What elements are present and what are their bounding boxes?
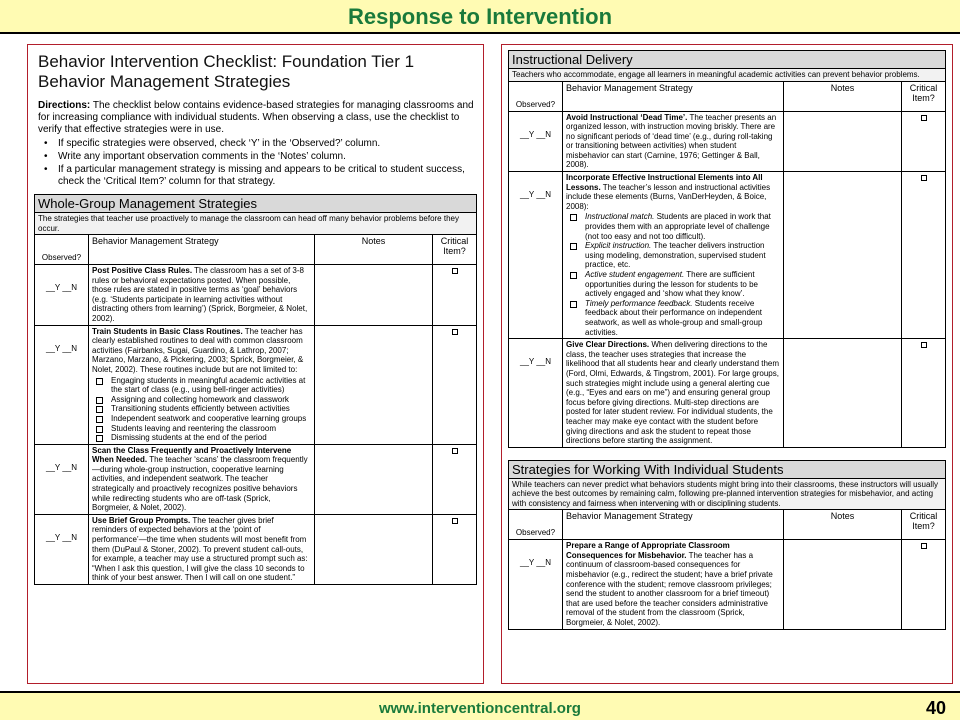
list-item: [566, 241, 780, 270]
element-text: Students receive feedback about their performance on independent seatwork, as well as whole-group and small-group activities.: [585, 298, 763, 337]
page-number: 40: [925, 698, 946, 718]
notes-cell[interactable]: [315, 444, 433, 514]
element-text: There are sufficient opportunities during the lesson for students to be actively engaged and ‘show what they know’.: [585, 270, 758, 299]
strategy-title: Use Brief Group Prompts.: [92, 515, 191, 525]
list-item: [566, 270, 780, 299]
strategy-title: Incorporate Effective Instructional Elements into All Lessons.: [566, 173, 763, 192]
table-row: [35, 444, 477, 514]
notes-cell[interactable]: [315, 325, 433, 444]
list-item: [566, 299, 780, 337]
page-title: Response to Intervention: [347, 4, 613, 29]
notes-cell[interactable]: [784, 111, 902, 172]
section-title: Instructional Delivery: [509, 51, 946, 69]
directions-text: The checklist below contains evidence-based strategies for managing classrooms and for increasing compliance with individual students. When observing a class, use the checklist to verify that effective strategies were in use.: [38, 100, 474, 135]
strategy-title: Prepare a Range of Appropriate Classroom Consequences for Misbehavior.: [566, 541, 730, 560]
strategy-cell: [563, 540, 784, 629]
critical-cell: [902, 172, 946, 339]
critical-cell: [902, 111, 946, 172]
table-header: [509, 81, 946, 111]
observed-field[interactable]: __Y __N: [509, 172, 563, 339]
col-critical: Critical Item?: [902, 81, 946, 111]
col-notes: Notes: [784, 81, 902, 111]
list-item: Dismissing students at the end of the period: [92, 433, 311, 443]
critical-cell: [433, 514, 477, 584]
top-banner: [0, 0, 960, 34]
instructional-delivery-table: [508, 50, 946, 448]
strategy-text: The teacher gives brief reminders of expected behaviors at the ‘point of performance’—the time when students will most benefit from them (DuPaul & Stoner, 2002). To prevent student call-outs, for example, a teacher may use a structured prompt such as: “When I ask this question, I will give the class 10 seconds to think of your best answer. Then I will call on one student.”: [92, 515, 308, 583]
col-critical: Critical Item?: [433, 235, 477, 265]
strategy-title: Train Students in Basic Class Routines.: [92, 326, 243, 336]
notes-cell[interactable]: [315, 265, 433, 326]
col-strategy: Behavior Management Strategy: [563, 510, 784, 540]
col-observed: Observed?: [509, 510, 563, 540]
element-list: [566, 212, 780, 337]
strategy-cell: [563, 172, 784, 339]
strategy-cell: [89, 444, 315, 514]
observed-field[interactable]: __Y __N: [509, 339, 563, 448]
bottom-banner: [0, 691, 960, 720]
table-row: [509, 540, 946, 629]
observed-field[interactable]: __Y __N: [509, 540, 563, 629]
directions-label: Directions:: [38, 100, 91, 111]
strategy-cell: [563, 111, 784, 172]
table-header: [35, 235, 477, 265]
table-header: [509, 510, 946, 540]
list-item: Independent seatwork and cooperative learning groups: [92, 414, 311, 424]
strategy-title: Avoid Instructional ‘Dead Time’.: [566, 112, 688, 122]
element-label: Instructional match.: [585, 212, 655, 222]
critical-checkbox[interactable]: [921, 115, 927, 121]
observed-field[interactable]: __Y __N: [509, 111, 563, 172]
table-row: [509, 339, 946, 448]
element-label: Active student engagement.: [585, 270, 685, 279]
table-row: [35, 265, 477, 326]
strategy-text: The teacher’s lesson and instructional activities include these elements (Burns, VanDerHeyden, & Boice, 2008):: [566, 182, 771, 211]
critical-checkbox[interactable]: [452, 448, 458, 454]
list-item: Assigning and collecting homework and classwork: [92, 395, 311, 405]
critical-cell: [902, 339, 946, 448]
section-title: Strategies for Working With Individual Students: [509, 460, 946, 478]
table-row: [509, 111, 946, 172]
directions-list: [38, 138, 477, 188]
table-row: [509, 172, 946, 339]
strategy-text: The teacher ‘scans’ the classroom frequently—during whole-group instruction, cooperative learning activities, and independent seatwork. The teacher strategically and proactively recognizes positive behaviors while redirecting students who are off-task (Sprick, Borgmeier, & Nolet, 2002).: [92, 455, 308, 513]
col-critical: Critical Item?: [902, 510, 946, 540]
element-text: Students are placed in work that provides them with an appropriate level of challenge (not too easy and not too difficult).: [585, 212, 771, 241]
col-strategy: Behavior Management Strategy: [563, 81, 784, 111]
individual-students-table: [508, 460, 946, 630]
element-label: Explicit instruction.: [585, 241, 652, 251]
critical-checkbox[interactable]: [452, 329, 458, 335]
list-item: Transitioning students efficiently between activities: [92, 404, 311, 414]
footer-url-link[interactable]: www.interventioncentral.org: [379, 700, 581, 717]
section-title: Whole-Group Management Strategies: [35, 195, 477, 213]
critical-checkbox[interactable]: [452, 518, 458, 524]
critical-cell: [433, 265, 477, 326]
section-intro: The strategies that teacher use proactively to manage the classroom can head off many behavior problems before they occur.: [35, 213, 477, 235]
element-label: Timely performance feedback.: [585, 298, 693, 308]
notes-cell[interactable]: [784, 540, 902, 629]
critical-checkbox[interactable]: [452, 268, 458, 274]
critical-checkbox[interactable]: [921, 175, 927, 181]
list-item: • If specific strategies were observed, check ‘Y’ in the ‘Observed?’ column.: [38, 138, 477, 150]
observed-field[interactable]: __Y __N: [35, 265, 89, 326]
section-intro: While teachers can never predict what behaviors students might bring into their classrooms, these instructors will usually achieve the best outcomes by remaining calm, following pre-planned intervention strategies for misbehavior, and acting with consistency and fairness when intervening with or disciplining students.: [509, 478, 946, 510]
col-strategy: Behavior Management Strategy: [89, 235, 315, 265]
strategy-text: The teacher presents an organized lesson, with instruction moving briskly. There are no significant periods of ‘dead time’ (e.g., during roll-taking or transitioning between activities) when student misbehavior can start (Carnine, 1976; Gettinger & Ball, 2008).: [566, 112, 777, 170]
element-text: The teacher delivers instruction using modeling, demonstration, supervised student practice, etc.: [585, 241, 766, 270]
strategy-cell: [563, 339, 784, 448]
col-observed: Observed?: [509, 81, 563, 111]
strategy-text: The classroom has a set of 3-8 rules or behavioral expectations posted. When possible, those rules are stated in positive terms as ‘goal’ behaviors (e.g. ‘Students participate in learning activities without distracting others from learning’) (Sprick, Borgmeier, & Nolet, 2002).: [92, 266, 308, 323]
list-item: Students leaving and reentering the classroom: [92, 424, 311, 434]
observed-field[interactable]: __Y __N: [35, 325, 89, 444]
whole-group-table: [34, 194, 477, 585]
critical-cell: [433, 444, 477, 514]
checklist-title: Behavior Intervention Checklist: Foundation Tier 1 Behavior Management Strategies: [38, 52, 415, 91]
right-checklist-page: [501, 44, 953, 684]
critical-checkbox[interactable]: [921, 342, 927, 348]
strategy-title: Scan the Class Frequently and Proactively Intervene When Needed.: [92, 445, 292, 465]
directions: [38, 100, 477, 188]
table-row: [35, 514, 477, 584]
col-notes: Notes: [315, 235, 433, 265]
observed-field[interactable]: __Y __N: [35, 444, 89, 514]
table-row: [35, 325, 477, 444]
notes-cell[interactable]: [784, 172, 902, 339]
routine-list: [92, 376, 311, 443]
critical-cell: [902, 540, 946, 629]
observed-field[interactable]: __Y __N: [35, 514, 89, 584]
notes-cell[interactable]: [315, 514, 433, 584]
strategy-title: Give Clear Directions.: [566, 340, 650, 350]
section-intro: Teachers who accommodate, engage all learners in meaningful academic activities can prevent behavior problems.: [509, 69, 946, 82]
list-item: • Write any important observation comments in the ‘Notes’ column.: [38, 151, 477, 163]
strategy-title: Post Positive Class Rules.: [92, 266, 193, 275]
strategy-text: When delivering directions to the class, the teacher uses strategies that increase the likelihood that all students hear and clearly understand them (Ford, Olmi, Edwards, & Tingstrom, 2001). For large groups, such strategies might include using a general alerting cue (e.g., “Eyes and ears on me”) and ensuring general group focus before giving directions. Multi-step directions are posted for later student review. For individual students, the teacher may make eye contact with the student before giving directions and ask the student to repeat those directions before starting the assignment.: [566, 340, 780, 446]
strategy-text: The teacher has clearly established routines to deal with common classroom activities (Fairbanks, Sugai, Guardino, & Lathrop, 2007; Marzano, Marzano, & Pickering, 2003; Sprick, Borgmeier, & Nolet, 2002). These routines include but are not limited to:: [92, 326, 304, 374]
critical-cell: [433, 325, 477, 444]
strategy-cell: [89, 514, 315, 584]
critical-checkbox[interactable]: [921, 543, 927, 549]
col-observed: Observed?: [35, 235, 89, 265]
notes-cell[interactable]: [784, 339, 902, 448]
strategy-text: The teacher has a continuum of classroom-based consequences for misbehavior (e.g., redirect the student; have a brief private conference with the student; remove classroom privileges; send the student to another classroom for a brief timeout) that are used before the teacher considers administrative removal of the student from the classroom (Sprick, Borgmeier, & Nolet, 2002).: [566, 550, 773, 627]
list-item: [566, 212, 780, 241]
strategy-cell: [89, 325, 315, 444]
strategy-cell: [89, 265, 315, 326]
list-item: • If a particular management strategy is missing and appears to be critical to student success, check the ‘Critical Item?’ column for that strategy.: [38, 164, 477, 188]
left-checklist-page: [27, 44, 484, 684]
list-item: Engaging students in meaningful academic activities at the start of class (e.g., using bell-ringer activities): [92, 376, 311, 395]
col-notes: Notes: [784, 510, 902, 540]
